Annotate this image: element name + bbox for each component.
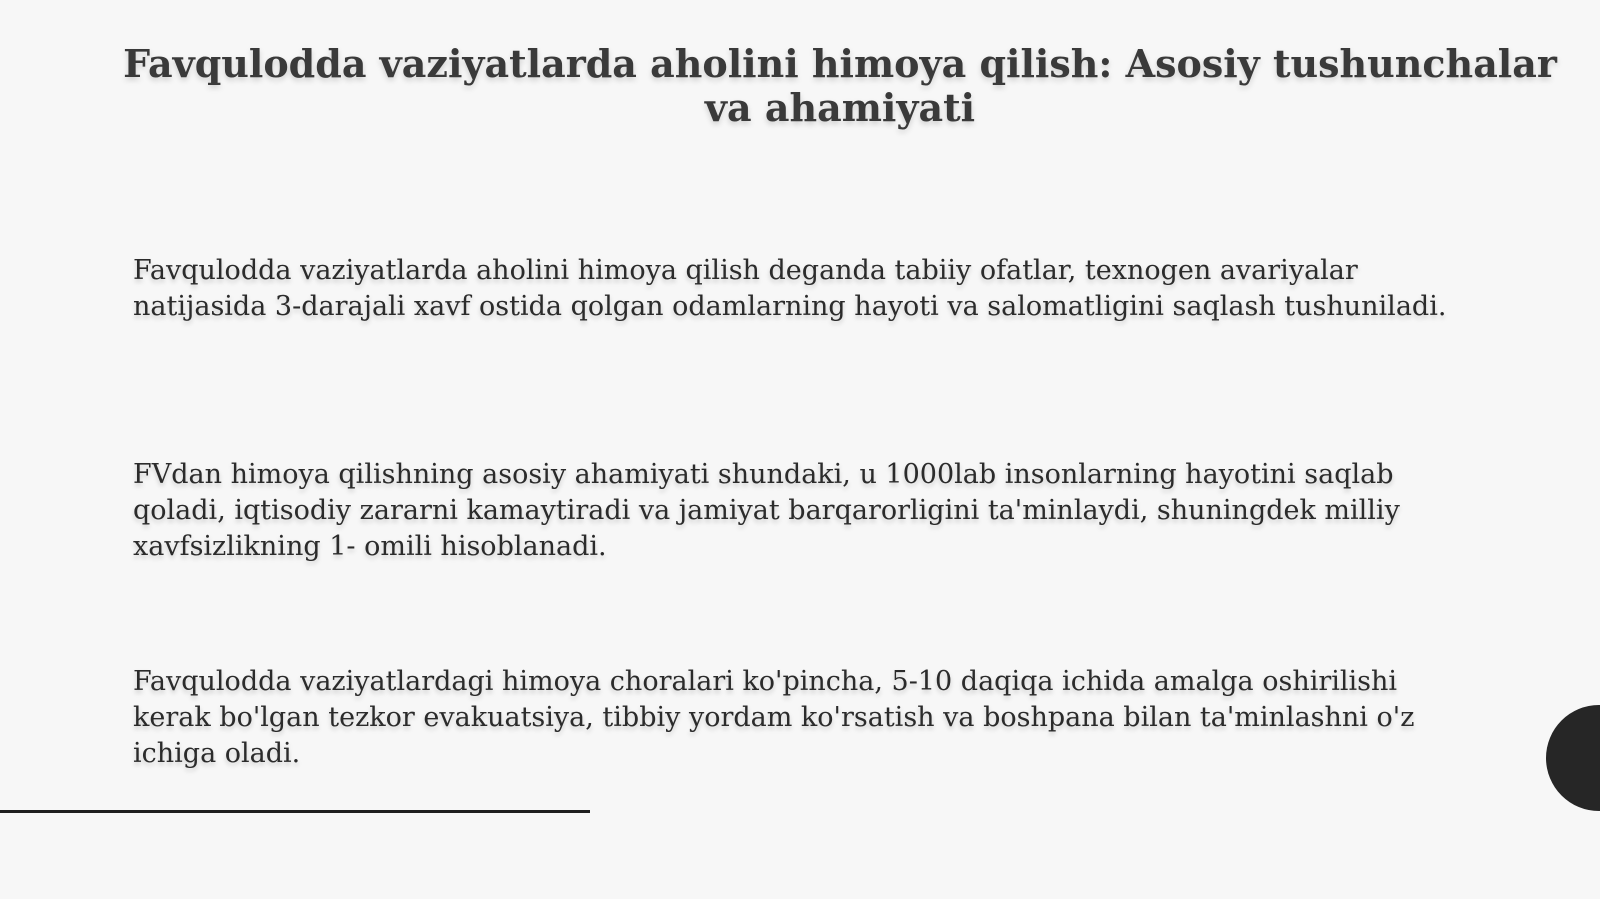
paragraph-importance: FVdan himoya qilishning asosiy ahamiyati shundaki, u 1000lab insonlarning hayotini saqlab qoladi, iqtisodiy zararni kamaytiradi va jamiyat barqarorligini ta'minlaydi, shuningdek milliy xavfsizlikning 1- omili hisoblanadi.	[133, 459, 1400, 562]
paragraph-measures: Favqulodda vaziyatlardagi himoya choralari ko'pincha, 5-10 daqiqa ichida amalga oshirilishi kerak bo'lgan tezkor evakuatsiya, tibbiy yordam ko'rsatish va boshpana bilan ta'minlashni o'z ichiga oladi.	[133, 666, 1415, 769]
paragraph-definition: Favqulodda vaziyatlarda aholini himoya qilish deganda tabiiy ofatlar, texnogen avariyalar natijasida 3-darajali xavf ostida qolgan odamlarning hayoti va salomatligini saqlash tushuniladi.	[133, 255, 1447, 322]
decorative-divider-line	[0, 810, 590, 813]
decorative-circle-shape	[1546, 705, 1600, 811]
slide-title: Favqulodda vaziyatlarda aholini himoya qilish: Asosiy tushunchalar va ahamiyati	[123, 41, 1557, 130]
